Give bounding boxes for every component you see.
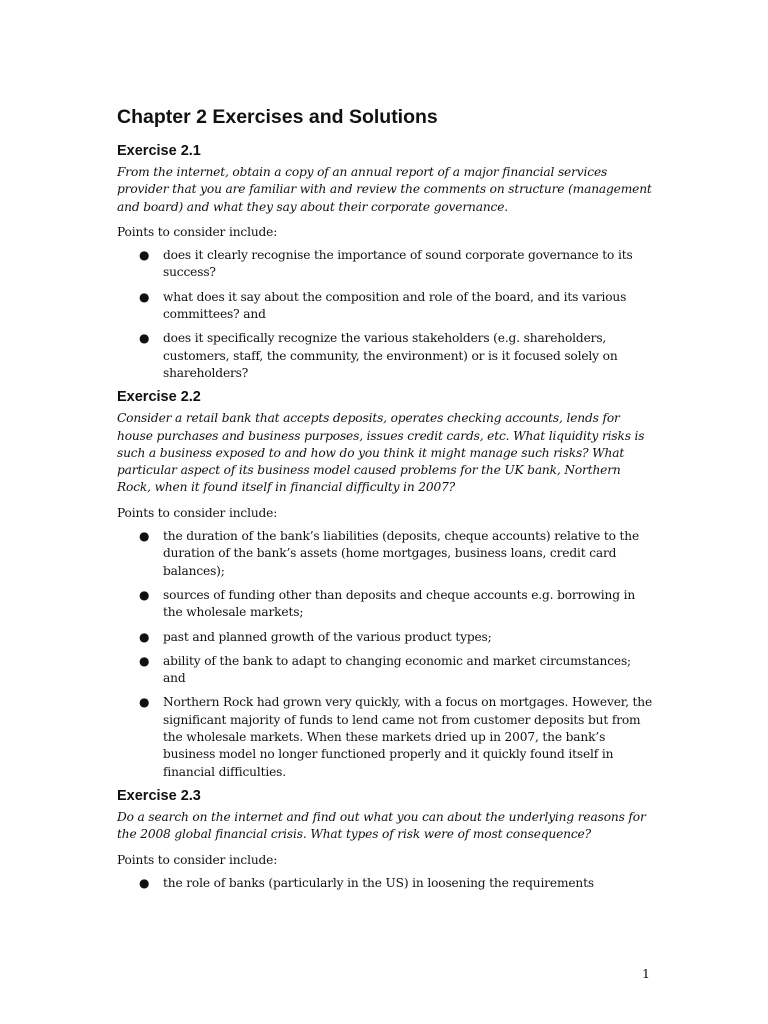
exercise-heading: Exercise 2.2 bbox=[117, 389, 201, 406]
exercise-prompt: Do a search on the internet and find out what you can about the underlying reasons for the 2008 global financial crisis. What types of risk were of most consequence? bbox=[117, 809, 646, 842]
list-item-text: the role of banks (particularly in the US) in loosening the requirements bbox=[163, 875, 594, 890]
bullet-icon: ● bbox=[139, 331, 150, 346]
bullet-icon: ● bbox=[139, 629, 150, 644]
bullet-icon: ● bbox=[139, 289, 150, 304]
exercise-heading: Exercise 2.3 bbox=[117, 787, 201, 804]
bullet-icon: ● bbox=[139, 695, 150, 710]
exercise-2-2 bbox=[117, 389, 657, 781]
document-body bbox=[117, 106, 657, 899]
exercise-heading: Exercise 2.1 bbox=[117, 143, 201, 159]
bullet-icon: ● bbox=[139, 875, 150, 890]
list-item bbox=[117, 587, 657, 622]
list-item bbox=[117, 289, 657, 324]
exercise-2-3 bbox=[117, 788, 657, 892]
list-item bbox=[117, 528, 657, 580]
page-number: 1 bbox=[642, 966, 650, 981]
list-item-text: Northern Rock had grown very quickly, with a focus on mortgages. However, the significant majority of funds to lend came not from customer deposits but from the wholesale markets. When these markets dried up in 2007, the bank’s business model no longer functioned properly and it quickly found itself in financial difficulties. bbox=[163, 695, 653, 779]
list-item-text: past and planned growth of the various product types; bbox=[163, 629, 492, 644]
list-item bbox=[117, 875, 657, 892]
points-list bbox=[117, 875, 657, 892]
points-intro: Points to consider include: bbox=[117, 224, 278, 239]
list-item bbox=[117, 629, 657, 646]
list-item-text: ability of the bank to adapt to changing economic and market circumstances; and bbox=[163, 653, 632, 686]
bullet-icon: ● bbox=[139, 248, 150, 263]
list-item bbox=[117, 330, 657, 382]
list-item-text: does it specifically recognize the various stakeholders (e.g. shareholders, customers, staff, the community, the environment) or is it focused solely on shareholders? bbox=[163, 331, 618, 380]
points-intro: Points to consider include: bbox=[117, 852, 278, 867]
points-list bbox=[117, 247, 657, 382]
bullet-icon: ● bbox=[139, 529, 150, 544]
chapter-title: Chapter 2 Exercises and Solutions bbox=[117, 106, 438, 128]
list-item-text: what does it say about the composition and role of the board, and its various committees? and bbox=[163, 289, 627, 322]
list-item bbox=[117, 694, 657, 780]
bullet-icon: ● bbox=[139, 653, 150, 668]
exercise-2-1 bbox=[117, 143, 657, 382]
bullet-icon: ● bbox=[139, 587, 150, 602]
exercise-prompt: Consider a retail bank that accepts deposits, operates checking accounts, lends for house purchases and business purposes, issues credit cards, etc. What liquidity risks is such a business exposed to and how do you think it might manage such risks? What particular aspect of its business model caused problems for the UK bank, Northern Rock, when it found itself in financial difficulty in 2007? bbox=[117, 411, 645, 495]
list-item bbox=[117, 247, 657, 282]
list-item-text: does it clearly recognise the importance of sound corporate governance to its success? bbox=[163, 248, 633, 280]
points-list bbox=[117, 528, 657, 781]
list-item-text: the duration of the bank’s liabilities (deposits, cheque accounts) relative to the duration of the bank’s assets (home mortgages, business loans, credit card balances); bbox=[163, 529, 640, 578]
list-item bbox=[117, 653, 657, 688]
list-item-text: sources of funding other than deposits and cheque accounts e.g. borrowing in the wholesale markets; bbox=[163, 587, 636, 620]
exercise-prompt: From the internet, obtain a copy of an annual report of a major financial services provider that you are familiar with and review the comments on structure (management and board) and what they say about their corporate governance. bbox=[117, 165, 652, 214]
points-intro: Points to consider include: bbox=[117, 505, 278, 520]
